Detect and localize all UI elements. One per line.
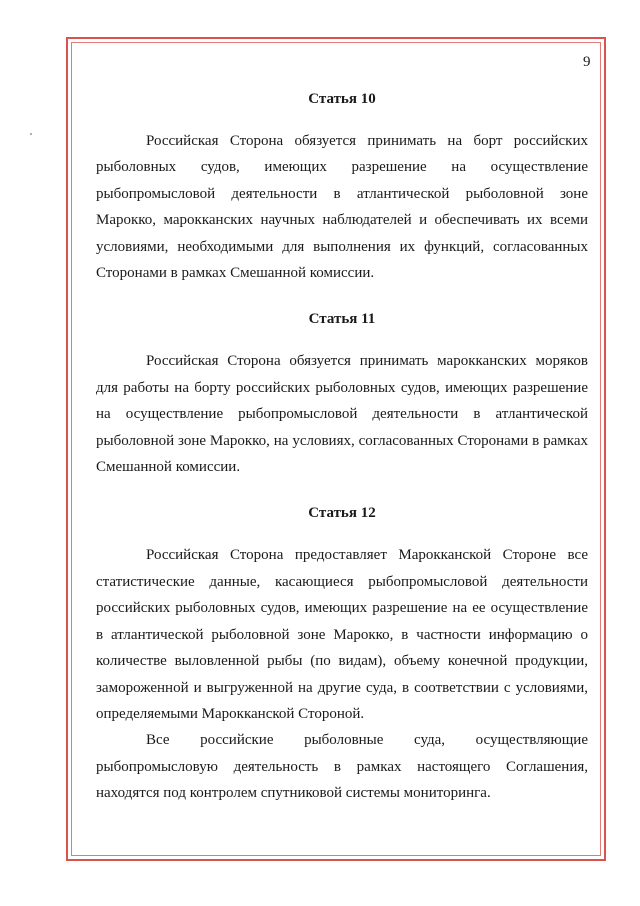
article-paragraph: Российская Сторона обязуется принимать марокканских моряков для работы на борту российских рыболовных судов, имеющих разрешение на осуществление рыбопромысловой деятельности в атлантической рыболовной зоне Марокко, на условиях, согласованных Сторонами в рамках Смешанной комиссии. xyxy=(96,353,588,476)
scan-speck xyxy=(30,133,32,135)
article-heading: Статья 12 xyxy=(308,505,376,522)
article-paragraph: Все российские рыболовные суда, осуществляющие рыбопромысловую деятельность в рамках настоящего Соглашения, находятся под контролем спутниковой системы мониторинга. xyxy=(96,732,588,802)
article-paragraph: Российская Сторона предоставляет Марокканской Стороне все статистические данные, касающиеся рыбопромысловой деятельности российских рыболовных судов, имеющих разрешение на ее осуществление в атлантической рыболовной зоне Марокко, в частности информацию о количестве выловленной рыбы (по видам), объему конечной продукции, замороженной и выгруженной на другие суда, в соответствии с условиями, определяемыми Марокканской Стороной. xyxy=(96,547,588,722)
article-12 xyxy=(96,502,588,806)
article-11 xyxy=(96,308,588,480)
article-heading: Статья 11 xyxy=(308,311,376,328)
document-body xyxy=(96,88,588,827)
page-number: 9 xyxy=(583,54,591,70)
article-10 xyxy=(96,88,588,286)
article-paragraph: Российская Сторона обязуется принимать на борт российских рыболовных судов, имеющих разрешение на осуществление рыбопромысловой деятельности в атлантической рыболовной зоне Марокко, марокканских научных наблюдателей и обеспечивать их всеми условиями, необходимыми для выполнения их функций, согласованных Сторонами в рамках Смешанной комиссии. xyxy=(96,133,588,282)
article-heading: Статья 10 xyxy=(308,91,376,107)
